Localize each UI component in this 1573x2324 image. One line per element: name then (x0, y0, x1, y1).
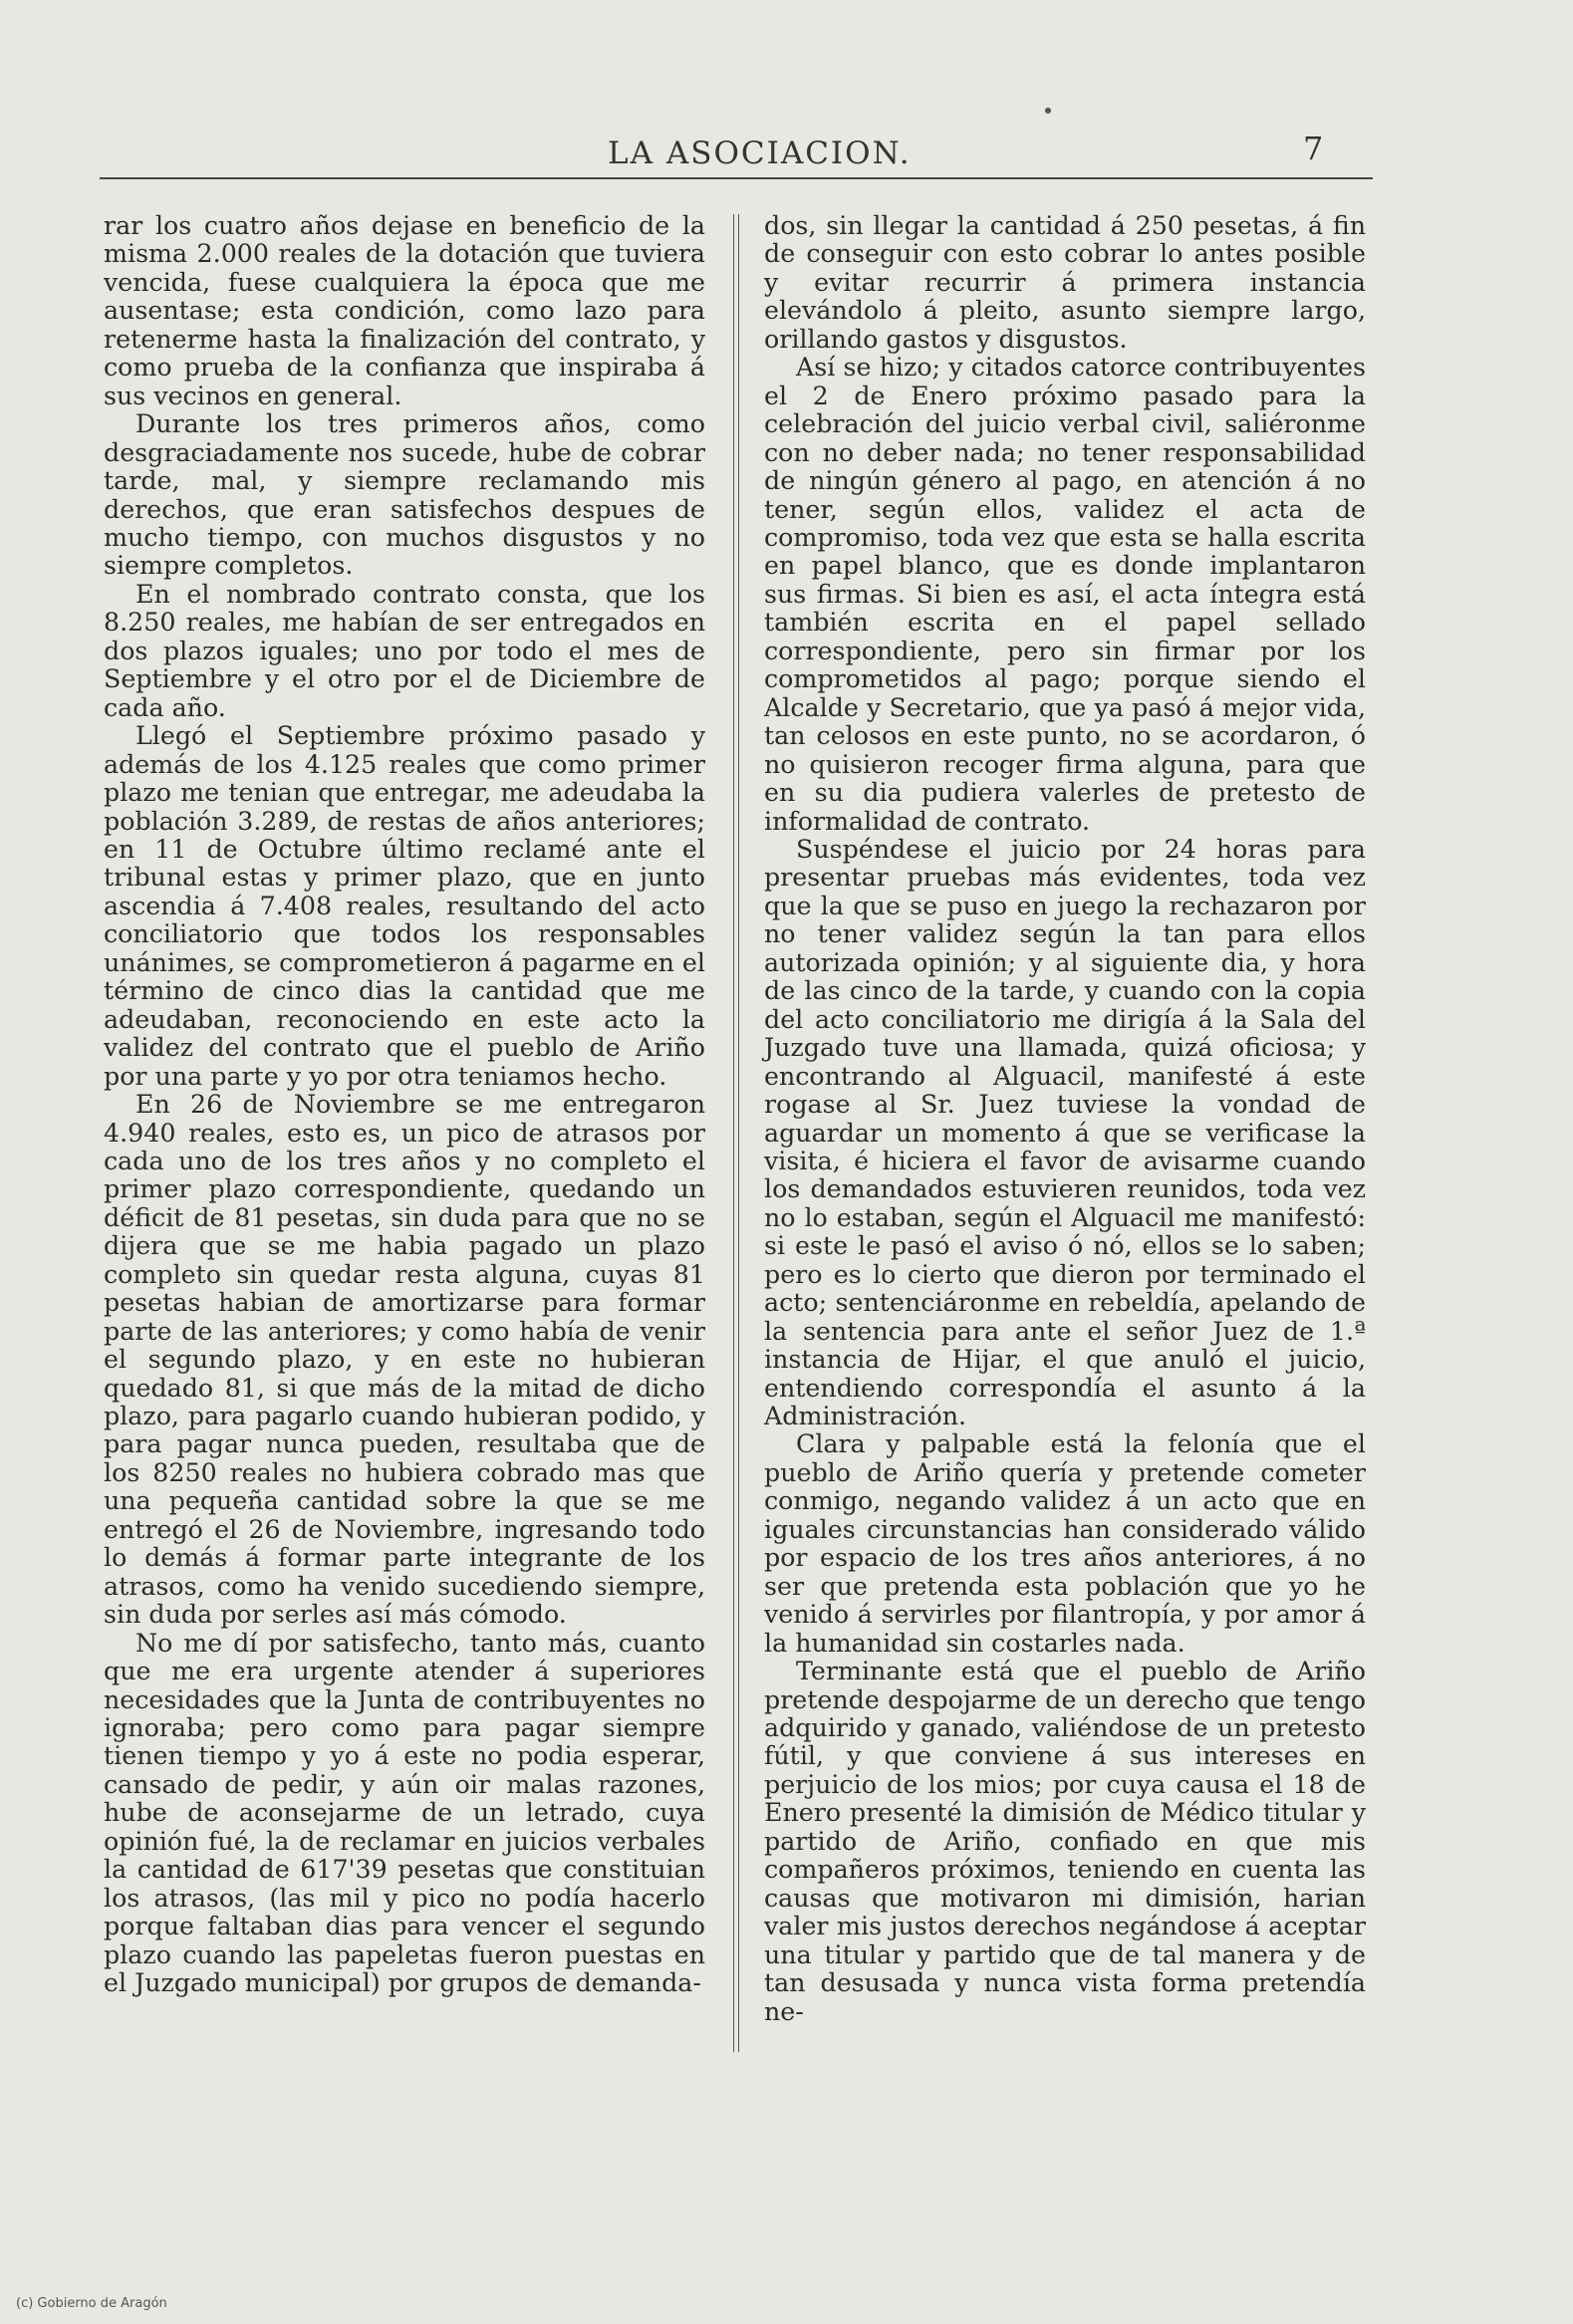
paragraph: Terminante está que el pueblo de Ariño pretende despojarme de un derecho que tengo adquirido y ganado, valiéndose de un pretesto fútil, y que conviene á sus intereses en perjuicio de los mios; por cuya causa el 18 de Enero presenté la dimisión de Médico titular y partido de Ariño, confiado en que mis compañeros próximos, teniendo en cuenta las causas que motivaron mi dimisión, harian valer mis justos derechos negándose á aceptar una titular y partido que de tal manera y de tan desusada y nunca vista forma pretendía ne- (764, 1657, 1366, 2026)
paragraph: No me dí por satisfecho, tanto más, cuanto que me era urgente atender á superiores necesidades que la Junta de contribuyentes no ignoraba; pero como para pagar siempre tienen tiempo y yo á este no podia esperar, cansado de pedir, y aún oir malas razones, hube de aconsejarme de un letrado, cuya opinión fué, la de reclamar en juicios verbales la cantidad de 617'39 pesetas que constituian los atrasos, (las mil y pico no podía hacerlo porque faltaban dias para vencer el segundo plazo cuando las papeletas fueron puestas en el Juzgado municipal) por grupos de demanda- (104, 1628, 705, 1998)
paragraph: dos, sin llegar la cantidad á 250 pesetas, á fin de conseguir con esto cobrar lo antes posible y evitar recurrir á primera instancia elevándolo á pleito, asunto siempre largo, orillando gastos y disgustos. (764, 211, 1366, 354)
left-column (104, 212, 705, 1998)
column-separator (733, 214, 739, 2052)
print-speck (1045, 108, 1051, 114)
paragraph: Clara y palpable está la felonía que el pueblo de Ariño quería y pretende cometer conmigo, negando validez á un acto que en iguales circunstancias han considerado válido por espacio de los tres años anteriores, á no ser que pretenda esta población que yo he venido á servirles por filantropía, y por amor á la humanidad sin costarles nada. (764, 1429, 1366, 1658)
right-column (764, 212, 1366, 2026)
paragraph: Así se hizo; y citados catorce contribuyentes el 2 de Enero próximo pasado para la celebración del juicio verbal civil, saliéronme con no deber nada; no tener responsabilidad de ningún género al pago, en atención á no tener, según ellos, validez el acta de compromiso, toda vez que esta se halla escrita en papel blanco, que es donde implantaron sus firmas. Si bien es así, el acta íntegra está también escrita en el papel sellado correspondiente, pero sin firmar por los comprometidos al pago; porque siendo el Alcalde y Secretario, que ya pasó á mejor vida, tan celosos en este punto, no se acordaron, ó no quisieron recoger firma alguna, para que en su dia pudiera valerles de pretesto de informalidad de contrato. (764, 353, 1366, 836)
paragraph: En el nombrado contrato consta, que los 8.250 reales, me habían de ser entregados en dos plazos iguales; uno por todo el mes de Septiembre y el otro por el de Diciembre de cada año. (104, 579, 705, 722)
page-number: 7 (1303, 129, 1324, 167)
paragraph: Llegó el Septiembre próximo pasado y además de los 4.125 reales que como primer plazo me tenian que entregar, me adeudaba la población 3.289, de restas de años anteriores; en 11 de Octubre último reclamé ante el tribunal estas y primer plazo, que en junto ascendia á 7.408 reales, resultando del acto conciliatorio que todos los responsables unánimes, se comprometieron á pagarme en el término de cinco dias la cantidad que me adeudaban, reconociendo en este acto la validez del contrato que el pueblo de Ariño por una parte y yo por otra teniamos hecho. (104, 721, 705, 1091)
paragraph: En 26 de Noviembre se me entregaron 4.940 reales, esto es, un pico de atrasos por cada uno de los tres años y no completo el primer plazo correspondiente, quedando un déficit de 81 pesetas, sin duda para que no se dijera que se me habia pagado un plazo completo sin quedar resta alguna, cuyas 81 pesetas habian de amortizarse para formar parte de las anteriores; y como había de venir el segundo plazo, y en este no hubieran quedado 81, si que más de la mitad de dicho plazo, para pagarlo cuando hubieran podido, y para pagar nunca pueden, resultaba que de los 8250 reales no hubiera cobrado mas que una pequeña cantidad sobre la que se me entregó el 26 de Noviembre, ingresando todo lo demás á formar parte integrante de los atrasos, como ha venido sucediendo siempre, sin duda por serles así más cómodo. (104, 1090, 705, 1630)
header-rule (100, 177, 1373, 179)
paragraph: Durante los tres primeros años, como desgraciadamente nos sucede, hube de cobrar tarde, mal, y siempre reclamando mis derechos, que eran satisfechos despues de mucho tiempo, con muchos disgustos y no siempre completos. (104, 409, 705, 581)
copyright-credit: (c) Gobierno de Aragón (16, 2296, 167, 2311)
publication-title: LA ASOCIACION. (608, 135, 912, 171)
paragraph: Suspéndese el juicio por 24 horas para presentar pruebas más evidentes, toda vez que la que se puso en juego la rechazaron por no tener validez según la tan para ellos autorizada opinión; y al siguiente dia, y hora de las cinco de la tarde, y cuando con la copia del acto conciliatorio me dirigía á la Sala del Juzgado tuve una llamada, quizá oficiosa; y encontrando al Alguacil, manifesté á este rogase al Sr. Juez tuviese la vondad de aguardar un momento á que se verificase la visita, é hiciera el favor de avisarme cuando los demandados estuvieren reunidos, toda vez no lo estaban, según el Alguacil me manifestó: si este le pasó el aviso ó nó, ellos se lo saben; pero es lo cierto que dieron por terminado el acto; sentenciáronme en rebeldía, apelando de la sentencia para ante el señor Juez de 1.ª instancia de Hijar, el que anuló el juicio, entendiendo correspondía el asunto á la Administración. (764, 834, 1366, 1431)
paragraph: rar los cuatro años dejase en beneficio de la misma 2.000 reales de la dotación que tuviera vencida, fuese cualquiera la época que me ausentase; esta condición, como lazo para retenerme hasta la finalización del contrato, y como prueba de la confianza que inspiraba á sus vecinos en general. (104, 211, 705, 410)
